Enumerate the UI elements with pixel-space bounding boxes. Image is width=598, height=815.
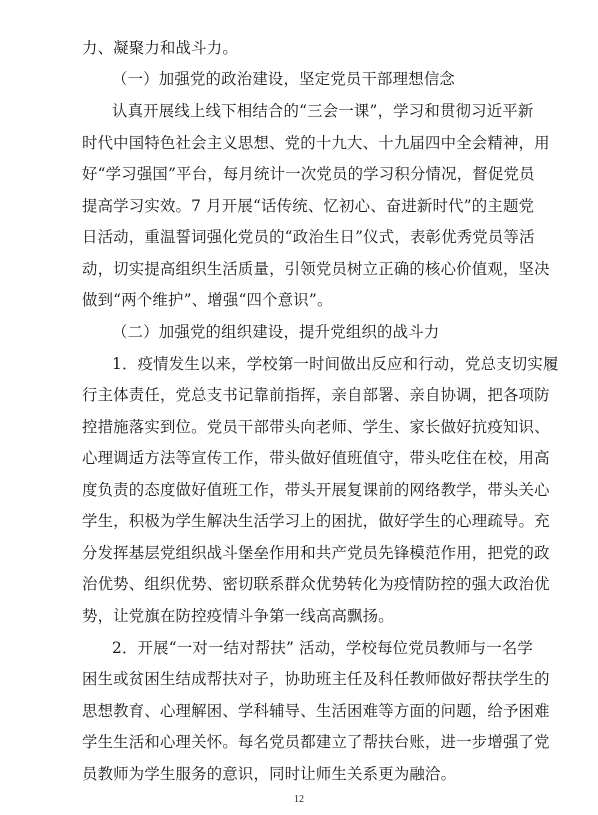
text-line: 做到“两个维护”、增强“四个意识”。 xyxy=(82,291,333,309)
text-line: 1．疫情发生以来，学校第一时间做出反应和行动，党总支切实履 xyxy=(112,355,559,373)
text-line: 2．开展“一对一结对帮扶” 活动，学校每位党员教师与一名学 xyxy=(112,639,533,657)
text-line: 员教师为学生服务的意识，同时让师生关系更为融洽。 xyxy=(82,765,457,783)
text-line: 分发挥基层党组织战斗堡垒作用和共产党员先锋模范作用，把党的政 xyxy=(82,544,550,562)
text-line: 时代中国特色社会主义思想、党的十九大、十九届四中全会精神，用 xyxy=(82,134,550,152)
text-line: 治优势、组织优势、密切联系群众优势转化为疫情防控的强大政治优 xyxy=(82,575,550,593)
text-line: 动，切实提高组织生活质量，引领党员树立正确的核心价值观，坚决 xyxy=(82,260,550,278)
text-line: 行主体责任，党总支书记靠前指挥，亲自部署、亲自协调，把各项防 xyxy=(82,386,550,404)
text-line: 认真开展线上线下相结合的“三会一课”，学习和贯彻习近平新 xyxy=(112,102,534,120)
text-line: 学生，积极为学生解决生活学习上的困扰，做好学生的心理疏导。充 xyxy=(82,512,550,530)
text-line: 控措施落实到位。党员干部带头向老师、学生、家长做好抗疫知识、 xyxy=(82,418,550,436)
text-line: 日活动，重温誓词强化党员的“政治生日”仪式，表彰优秀党员等活 xyxy=(82,228,535,246)
section-heading: （一）加强党的政治建设，坚定党员干部理想信念 xyxy=(112,70,455,88)
text-line: 度负责的态度做好值班工作，带头开展复课前的网络教学，带头关心 xyxy=(82,481,550,499)
text-line: 学生生活和心理关怀。每名党员都建立了帮扶台账，进一步增强了党 xyxy=(82,733,550,751)
text-line: 好“学习强国”平台，每月统计一次党员的学习积分情况，督促党员 xyxy=(82,165,535,183)
text-line: 提高学习实效。7 月开展“话传统、忆初心、奋进新时代”的主题党 xyxy=(82,197,535,215)
text-line: 思想教育、心理解困、学科辅导、生活困难等方面的问题，给予困难 xyxy=(82,702,550,720)
text-line: 势，让党旗在防控疫情斗争第一线高高飘扬。 xyxy=(82,607,394,625)
section-heading: （二）加强党的组织建设，提升党组织的战斗力 xyxy=(112,323,440,341)
text-line: 力、凝聚力和战斗力。 xyxy=(82,39,238,57)
page-number: 12 xyxy=(294,794,304,805)
text-line: 困生或贫困生结成帮扶对子，协助班主任及科任教师做好帮扶学生的 xyxy=(82,670,550,688)
text-line: 心理调适方法等宣传工作，带头做好值班值守，带头吃住在校，用高 xyxy=(82,449,550,467)
